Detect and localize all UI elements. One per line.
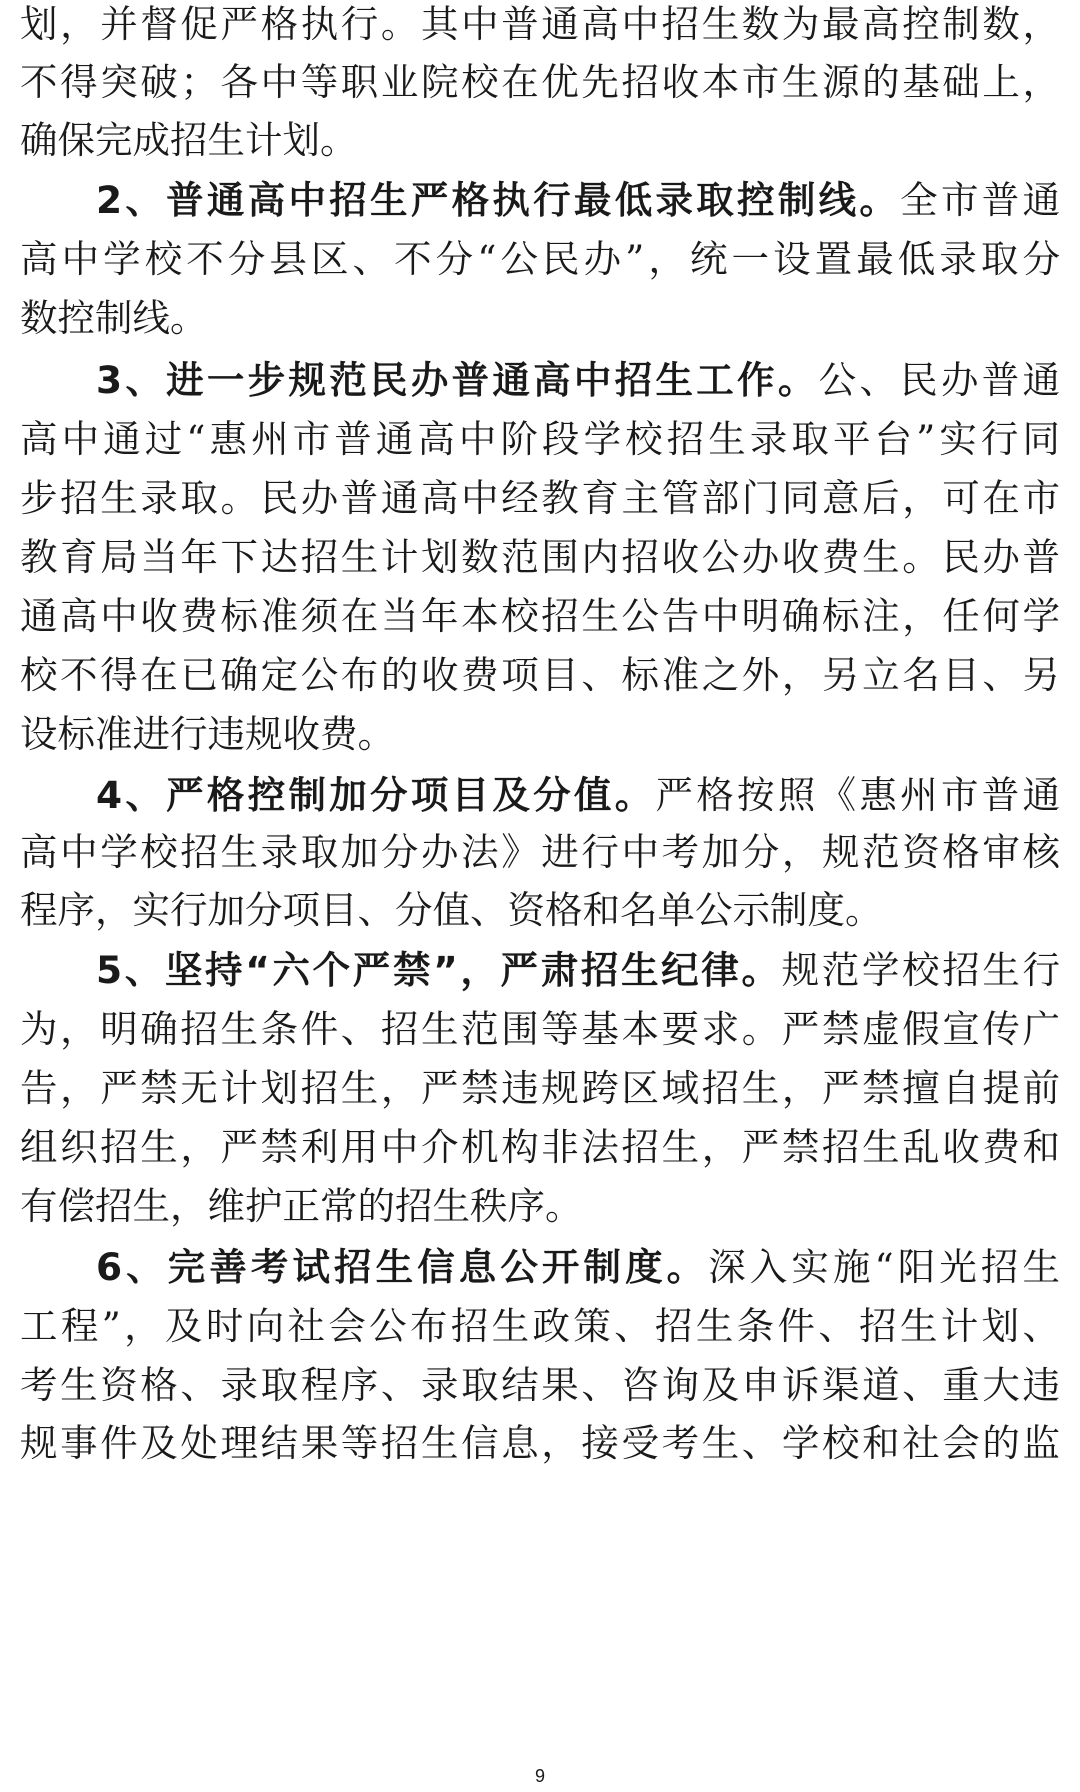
item-first-line <box>96 350 1060 410</box>
item-first-line <box>96 765 1060 825</box>
paragraph-line: 划，并督促严格执行。其中普通高中招生数为最高控制数， <box>20 2 1060 46</box>
paragraph-line: 数控制线。 <box>20 296 208 340</box>
item-text: 全市普通 <box>900 178 1060 222</box>
item-text: 深入实施“阳光招生 <box>708 1245 1060 1289</box>
paragraph-line: 确保完成招生计划。 <box>20 118 358 162</box>
paragraph-line: 组织招生，严禁利用中介机构非法招生，严禁招生乱收费和 <box>20 1125 1060 1169</box>
page-number: 9 <box>534 1766 545 1786</box>
paragraph-line: 高中学校招生录取加分办法》进行中考加分，规范资格审核 <box>20 830 1060 874</box>
item-heading: 4、严格控制加分项目及分值。 <box>96 773 656 817</box>
item-text: 规范学校招生行 <box>781 948 1060 992</box>
paragraph-line: 教育局当年下达招生计划数范围内招收公办收费生。民办普 <box>20 535 1060 579</box>
paragraph-line: 步招生录取。民办普通高中经教育主管部门同意后，可在市 <box>20 476 1060 520</box>
paragraph-line: 工程”，及时向社会公布招生政策、招生条件、招生计划、 <box>20 1304 1060 1348</box>
paragraph-line: 规事件及处理结果等招生信息，接受考生、学校和社会的监 <box>20 1421 1060 1465</box>
paragraph-line: 告，严禁无计划招生，严禁违规跨区域招生，严禁擅自提前 <box>20 1066 1060 1110</box>
item-heading: 3、进一步规范民办普通高中招生工作。 <box>96 358 819 402</box>
paragraph-line: 考生资格、录取程序、录取结果、咨询及申诉渠道、重大违 <box>20 1363 1060 1407</box>
paragraph-line: 通高中收费标准须在当年本校招生公告中明确标注，任何学 <box>20 594 1060 638</box>
paragraph-line: 设标准进行违规收费。 <box>20 712 395 756</box>
paragraph-line: 校不得在已确定公布的收费项目、标准之外，另立名目、另 <box>20 653 1060 697</box>
paragraph-line: 为，明确招生条件、招生范围等基本要求。严禁虚假宣传广 <box>20 1007 1060 1051</box>
item-text: 严格按照《惠州市普通 <box>655 773 1060 817</box>
item-heading: 5、坚持“六个严禁”，严肃招生纪律。 <box>96 948 782 992</box>
paragraph-line: 高中学校不分县区、不分“公民办”，统一设置最低录取分 <box>20 237 1060 281</box>
item-first-line <box>96 1237 1060 1297</box>
paragraph-line: 高中通过“惠州市普通高中阶段学校招生录取平台”实行同 <box>20 417 1060 461</box>
paragraph-line: 有偿招生，维护正常的招生秩序。 <box>20 1184 583 1228</box>
item-text: 公、民办普通 <box>818 358 1060 402</box>
item-heading: 6、完善考试招生信息公开制度。 <box>96 1245 709 1289</box>
paragraph-line: 程序，实行加分项目、分值、资格和名单公示制度。 <box>20 888 883 932</box>
item-first-line <box>96 940 1060 1000</box>
item-heading: 2、普通高中招生严格执行最低录取控制线。 <box>96 178 901 222</box>
paragraph-line: 不得突破；各中等职业院校在优先招收本市生源的基础上， <box>20 60 1060 104</box>
item-first-line <box>96 170 1060 230</box>
